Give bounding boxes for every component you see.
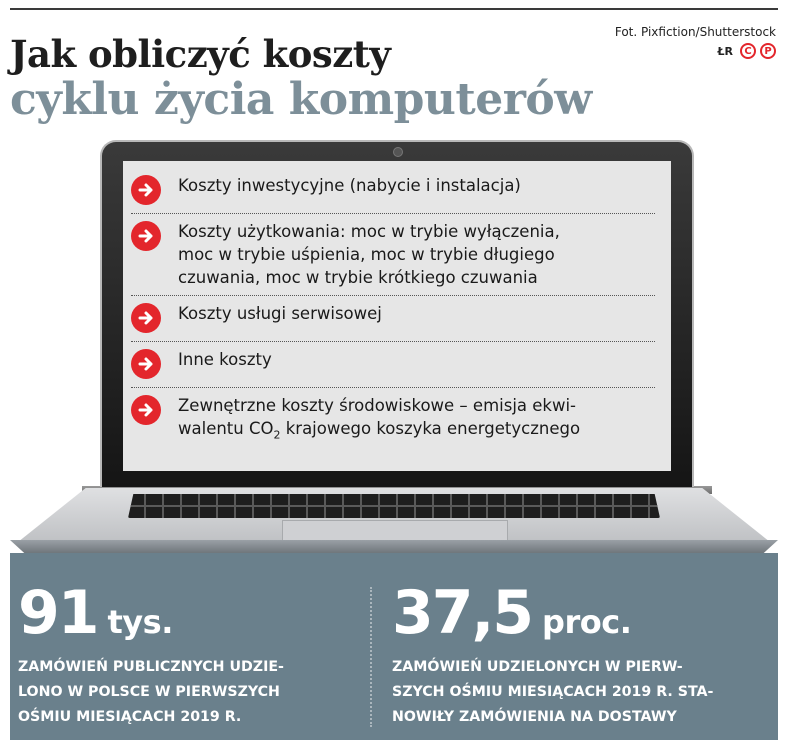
list-item — [131, 296, 655, 342]
logo-letter-c: C — [740, 43, 756, 59]
stat-description-line: ZAMÓWIEŃ PUBLICZNYCH UDZIE- — [18, 659, 284, 675]
stat-unit: tys. — [107, 603, 173, 641]
arrow-right-icon — [131, 303, 161, 333]
arrow-right-icon — [131, 349, 161, 379]
list-item-text — [178, 348, 272, 371]
list-item-line: walentu CO — [178, 419, 274, 438]
stat-number: 37,5 — [392, 578, 533, 648]
list-item — [131, 168, 655, 214]
logo — [717, 43, 776, 59]
list-item-line: czuwania, moc w trybie krótkiego czuwania — [178, 268, 538, 287]
stat-number: 91 — [18, 578, 98, 648]
stat-description — [392, 655, 782, 730]
list-item — [131, 342, 655, 388]
stat-description — [18, 655, 368, 730]
list-item-line: krajowego koszyka energetycznego — [280, 419, 581, 438]
laptop-keyboard — [128, 494, 660, 518]
list-item-line: moc w trybie uśpienia, moc w trybie długiego — [178, 245, 555, 264]
stat-unit: proc. — [542, 603, 632, 641]
list-item-text — [178, 394, 580, 446]
title-line-1: Jak obliczyć koszty — [10, 32, 391, 76]
title-line-2: cyklu życia komputerów — [10, 74, 592, 125]
author-initials: ŁR — [717, 44, 733, 58]
list-item-text — [178, 302, 382, 325]
logo-letter-p: P — [760, 43, 776, 59]
stat-description-line: SZYCH OŚMIU MIESIĄCACH 2019 R. STA- — [392, 684, 714, 700]
list-item-text — [178, 220, 560, 289]
top-rule — [10, 8, 778, 10]
list-item-line: Koszty usługi serwisowej — [178, 304, 382, 323]
co2-subscript: 2 — [273, 428, 281, 442]
list-item-line: Inne koszty — [178, 350, 272, 369]
stats-divider — [370, 587, 372, 727]
stats-panel — [10, 553, 778, 740]
list-item-text — [178, 174, 521, 197]
arrow-right-icon — [131, 395, 161, 425]
list-item — [131, 214, 655, 296]
stat-description-line: OŚMIU MIESIĄCACH 2019 R. — [18, 709, 242, 725]
laptop-front-edge — [10, 540, 778, 554]
arrow-right-icon — [131, 175, 161, 205]
laptop-trackpad — [282, 520, 508, 542]
stat-description-line: ZAMÓWIEŃ UDZIELONYCH W PIERW- — [392, 659, 683, 675]
photo-credit: Fot. Pixfiction/Shutterstock — [614, 25, 776, 39]
list-item-line: Koszty użytkowania: moc w trybie wyłączenia, — [178, 222, 560, 241]
stat-description-line: LONO W POLSCE W PIERWSZYCH — [18, 684, 280, 700]
camera-icon — [393, 147, 403, 157]
stat-description-line: NOWIŁY ZAMÓWIENIA NA DOSTAWY — [392, 709, 677, 725]
list-item — [131, 388, 655, 452]
stat-block — [10, 578, 368, 730]
stat-block — [380, 578, 782, 730]
cost-list — [123, 161, 671, 452]
laptop-lid — [100, 140, 694, 487]
list-item-line: Zewnętrzne koszty środowiskowe – emisja ekwi- — [178, 396, 577, 415]
arrow-right-icon — [131, 221, 161, 251]
laptop-screen — [123, 161, 671, 471]
list-item-line: Koszty inwestycyjne (nabycie i instalacja) — [178, 176, 521, 195]
